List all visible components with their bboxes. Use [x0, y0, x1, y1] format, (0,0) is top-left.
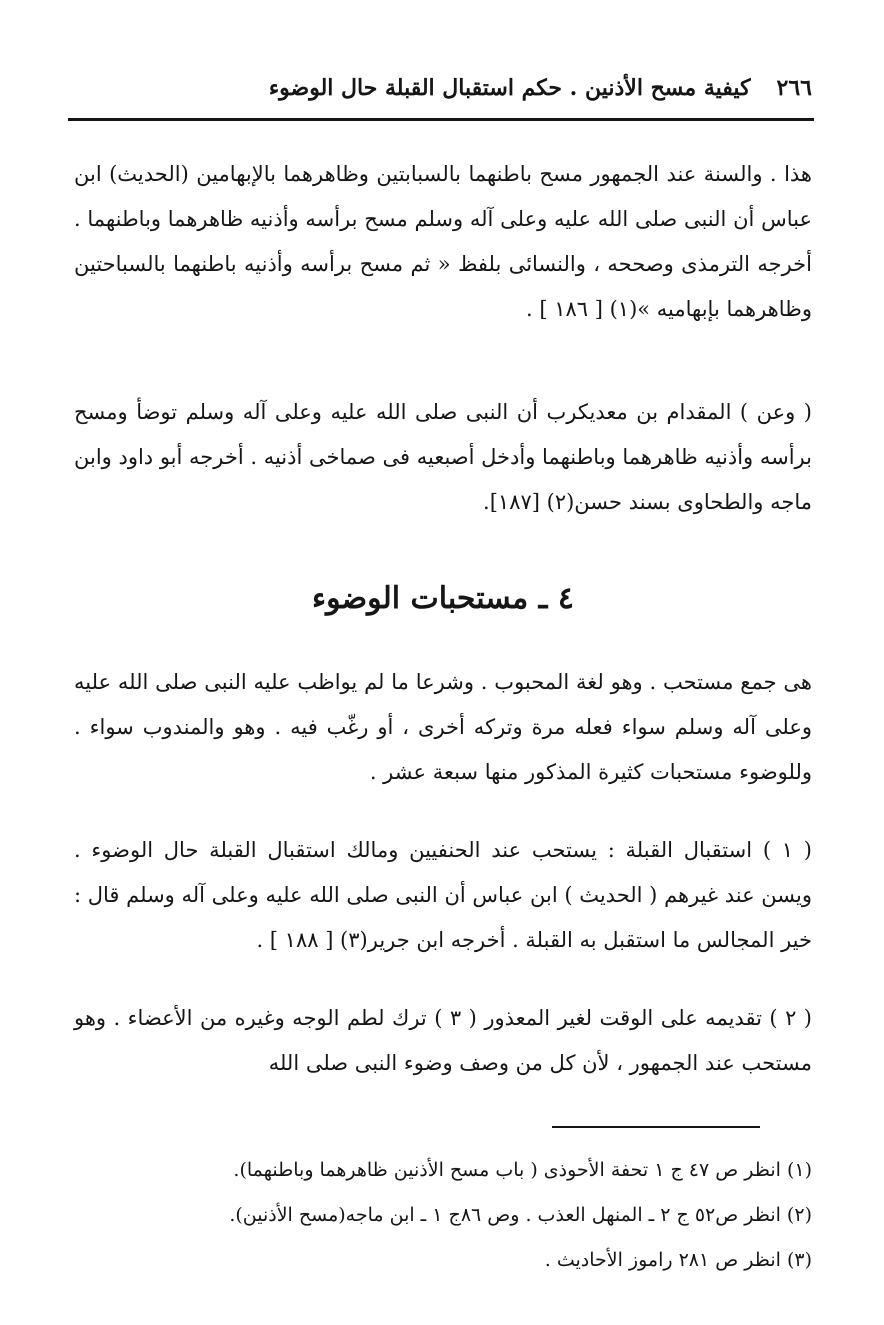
- footnote-rule: [552, 1126, 760, 1128]
- body-paragraph: هذا . والسنة عند الجمهور مسح باطنهما بالسبابتين وظاهرهما بالإبهامين (الحديث) ابن عباس أن النبى صلى الله عليه وعلى آله وسلم مسح برأسه وأذنيه ظاهرهما وباطنهما . أخرجه الترمذى وصححه ، والنسائى بلفظ « ثم مسح برأسه وأذنيه باطنهما بالسباحتين وظاهرهما بإبهاميه »(١) [ ١٨٦ ] .: [74, 162, 812, 321]
- running-header: [74, 70, 812, 106]
- footnote-1: (١) انظر ص ٤٧ ج ١ تحفة الأحوذى ( باب مسح الأذنين ظاهرهما وباطنهما).: [233, 1159, 812, 1181]
- footnotes: [74, 1148, 812, 1283]
- running-title: كيفية مسح الأذنين . حكم استقبال القبلة حال الوضوء: [268, 75, 751, 101]
- footnote-2: (٢) انظر ص٥٢ ج ٢ ـ المنهل العذب . وص ٨٦ج ١ ـ ابن ماجه(مسح الأذنين).: [229, 1204, 812, 1226]
- section-heading: ٤ ـ مستحبات الوضوء: [312, 581, 574, 616]
- body-paragraph: ( وعن ) المقدام بن معديكرب أن النبى صلى الله عليه وعلى آله وسلم توضأ ومسح برأسه وأذنيه ظاهرهما وباطنهما وأدخل أصبعيه فى صماخى أذنيه . أخرجه أبو داود وابن ماجه والطحاوى بسند حسن(٢) [١٨٧].: [73, 400, 812, 514]
- section-items-2-3: [74, 996, 812, 1086]
- paragraph-mash-al-udhunayn: [74, 152, 812, 332]
- page-number: ٢٦٦: [776, 75, 812, 101]
- body-paragraph: ( ١ ) استقبال القبلة : يستحب عند الحنفيين ومالك استقبال القبلة حال الوضوء . ويسن عند غيرهم ( الحديث ) ابن عباس أن النبى صلى الله عليه وعلى آله وسلم قال : خير المجالس ما استقبل به القبلة . أخرجه ابن جرير(٣) [ ١٨٨ ] .: [74, 838, 812, 952]
- footnote-3: (٣) انظر ص ٢٨١ راموز الأحاديث .: [544, 1249, 812, 1271]
- section-item-1: [74, 828, 812, 963]
- header-rule: [68, 118, 814, 121]
- paragraph-miqdam-hadith: [74, 390, 812, 525]
- body-paragraph: هى جمع مستحب . وهو لغة المحبوب . وشرعا ما لم يواظب عليه النبى صلى الله عليه وعلى آله وسلم سواء فعله مرة وتركه أخرى ، أو رغّب فيه . وهو والمندوب سواء . وللوضوء مستحبات كثيرة المذكور منها سبعة عشر .: [74, 670, 812, 784]
- body-paragraph: ( ٢ ) تقديمه على الوقت لغير المعذور ( ٣ ) ترك لطم الوجه وغيره من الأعضاء . وهو مستحب عند الجمهور ، لأن كل من وصف وضوء النبى صلى الله: [74, 1006, 813, 1075]
- section-intro: [74, 660, 812, 795]
